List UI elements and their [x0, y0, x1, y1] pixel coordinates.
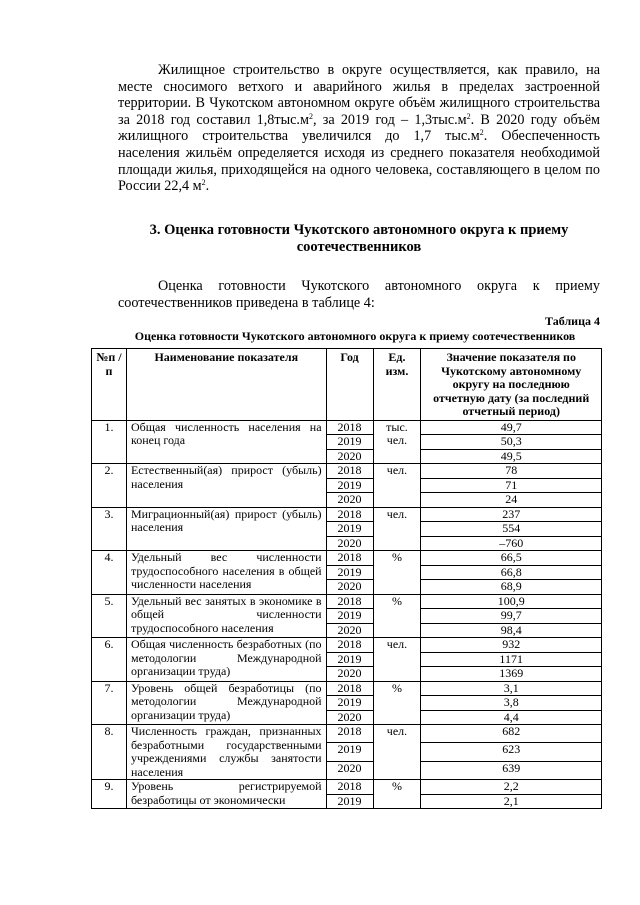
unit-cell: тыс. чел.: [373, 420, 421, 464]
value-cell: 1369: [421, 667, 602, 682]
value-cell: 100,9: [421, 594, 602, 609]
value-cell: 2,2: [421, 780, 602, 795]
year-cell: 2020: [326, 623, 373, 638]
indicator-name: Общая численность безработных (по методологии Международной организации труда): [126, 638, 326, 682]
value-cell: 99,7: [421, 609, 602, 624]
year-cell: 2018: [326, 780, 373, 795]
table-title: Оценка готовности Чукотского автономного округа к приему соотечественников: [134, 329, 576, 343]
value-cell: 639: [421, 761, 602, 779]
header-value: Значение показателя по Чукотскому автономному округу на последнюю отчетную дату (за последний отчетный период): [421, 349, 602, 421]
value-cell: 78: [421, 464, 602, 479]
year-cell: 2019: [326, 435, 373, 450]
table-row: [92, 420, 602, 435]
value-cell: 50,3: [421, 435, 602, 450]
table-row: [92, 551, 602, 566]
indicator-name: Уровень общей безработицы (по методологии Международной организации труда): [126, 681, 326, 725]
value-cell: 2,1: [421, 794, 602, 809]
indicator-name: Общая численность населения на конец года: [126, 420, 326, 464]
row-number: 3.: [92, 507, 127, 551]
row-number: 6.: [92, 638, 127, 682]
row-number: 9.: [92, 780, 127, 809]
year-cell: 2020: [326, 493, 373, 508]
year-cell: 2020: [326, 667, 373, 682]
unit-cell: чел.: [373, 507, 421, 551]
row-number: 4.: [92, 551, 127, 595]
table-label: Таблица 4: [545, 314, 600, 328]
year-cell: 2020: [326, 761, 373, 779]
header-unit: Ед. изм.: [373, 349, 421, 421]
indicator-name: Миграционный(ая) прирост (убыль) населения: [126, 507, 326, 551]
indicator-name: Уровень регистрируемой безработицы от экономически: [126, 780, 326, 809]
unit-cell: %: [373, 780, 421, 809]
row-number: 2.: [92, 464, 127, 508]
indicator-name: Удельный вес занятых в экономике в общей численности трудоспособного населения: [126, 594, 326, 638]
value-cell: 71: [421, 478, 602, 493]
year-cell: 2020: [326, 449, 373, 464]
year-cell: 2018: [326, 551, 373, 566]
year-cell: 2019: [326, 609, 373, 624]
value-cell: 623: [421, 743, 602, 761]
year-cell: 2020: [326, 710, 373, 725]
unit-cell: %: [373, 681, 421, 725]
year-cell: 2018: [326, 638, 373, 653]
value-cell: 98,4: [421, 623, 602, 638]
header-num: №п /п: [92, 349, 127, 421]
table-row: [92, 725, 602, 743]
year-cell: 2019: [326, 652, 373, 667]
indicator-name: Численность граждан, признанных безработными государственными учреждениями службы занятости населения: [126, 725, 326, 780]
row-number: 1.: [92, 420, 127, 464]
year-cell: 2018: [326, 420, 373, 435]
table-row: [92, 464, 602, 479]
value-cell: 3,8: [421, 696, 602, 711]
year-cell: 2018: [326, 725, 373, 743]
value-cell: 932: [421, 638, 602, 653]
year-cell: 2018: [326, 594, 373, 609]
value-cell: 24: [421, 493, 602, 508]
table-body: [92, 420, 602, 809]
year-cell: 2018: [326, 681, 373, 696]
year-cell: 2018: [326, 464, 373, 479]
value-cell: 3,1: [421, 681, 602, 696]
year-cell: 2018: [326, 507, 373, 522]
value-cell: 1171: [421, 652, 602, 667]
housing-paragraph: Жилищное строительство в округе осуществляется, как правило, на месте сносимого ветхого и аварийного жилья в пределах застроенной территории. В Чукотском автономном округе объём жилищного строительства за 2018 год составил $1,8тыс.м^2$, за 2019 год – $1,3тыс.м^2$. В 2020 году объём жилищного строительства увеличился до 1,7 $тыс.м^2$. Обеспеченность населения жильём определяется исходя из среднего показателя необходимой площади жилья, приходящейся на одного человека, составляющего в целом по России 22,4 $м^2$.: [118, 62, 601, 195]
value-cell: 49,5: [421, 449, 602, 464]
table-row: [92, 507, 602, 522]
value-cell: 66,5: [421, 551, 602, 566]
header-year: Год: [326, 349, 373, 421]
table-header-row: [92, 349, 602, 421]
year-cell: 2020: [326, 580, 373, 595]
value-cell: –760: [421, 536, 602, 551]
table-row: [92, 638, 602, 653]
table-row: [92, 594, 602, 609]
year-cell: 2019: [326, 565, 373, 580]
year-cell: 2019: [326, 522, 373, 537]
value-cell: 4,4: [421, 710, 602, 725]
year-cell: 2019: [326, 794, 373, 809]
value-cell: 554: [421, 522, 602, 537]
row-number: 5.: [92, 594, 127, 638]
value-cell: 68,9: [421, 580, 602, 595]
year-cell: 2020: [326, 536, 373, 551]
unit-cell: чел.: [373, 464, 421, 508]
readiness-table: [91, 348, 602, 809]
table-row: [92, 681, 602, 696]
unit-cell: чел.: [373, 638, 421, 682]
indicator-name: Удельный вес численности трудоспособного населения в общей численности населения: [126, 551, 326, 595]
year-cell: 2019: [326, 696, 373, 711]
value-cell: 237: [421, 507, 602, 522]
header-name: Наименование показателя: [126, 349, 326, 421]
year-cell: 2019: [326, 478, 373, 493]
indicator-name: Естественный(ая) прирост (убыль) населения: [126, 464, 326, 508]
table-intro-paragraph: Оценка готовности Чукотского автономного округа к приему соотечественников приведена в таблице 4:: [118, 278, 600, 311]
row-number: 7.: [92, 681, 127, 725]
unit-cell: чел.: [373, 725, 421, 780]
table-row: [92, 780, 602, 795]
unit-cell: %: [373, 551, 421, 595]
unit-cell: %: [373, 594, 421, 638]
value-cell: 49,7: [421, 420, 602, 435]
row-number: 8.: [92, 725, 127, 780]
year-cell: 2019: [326, 743, 373, 761]
value-cell: 682: [421, 725, 602, 743]
value-cell: 66,8: [421, 565, 602, 580]
section-heading: 3. Оценка готовности Чукотского автономного округа к приему соотечественников: [149, 222, 569, 255]
